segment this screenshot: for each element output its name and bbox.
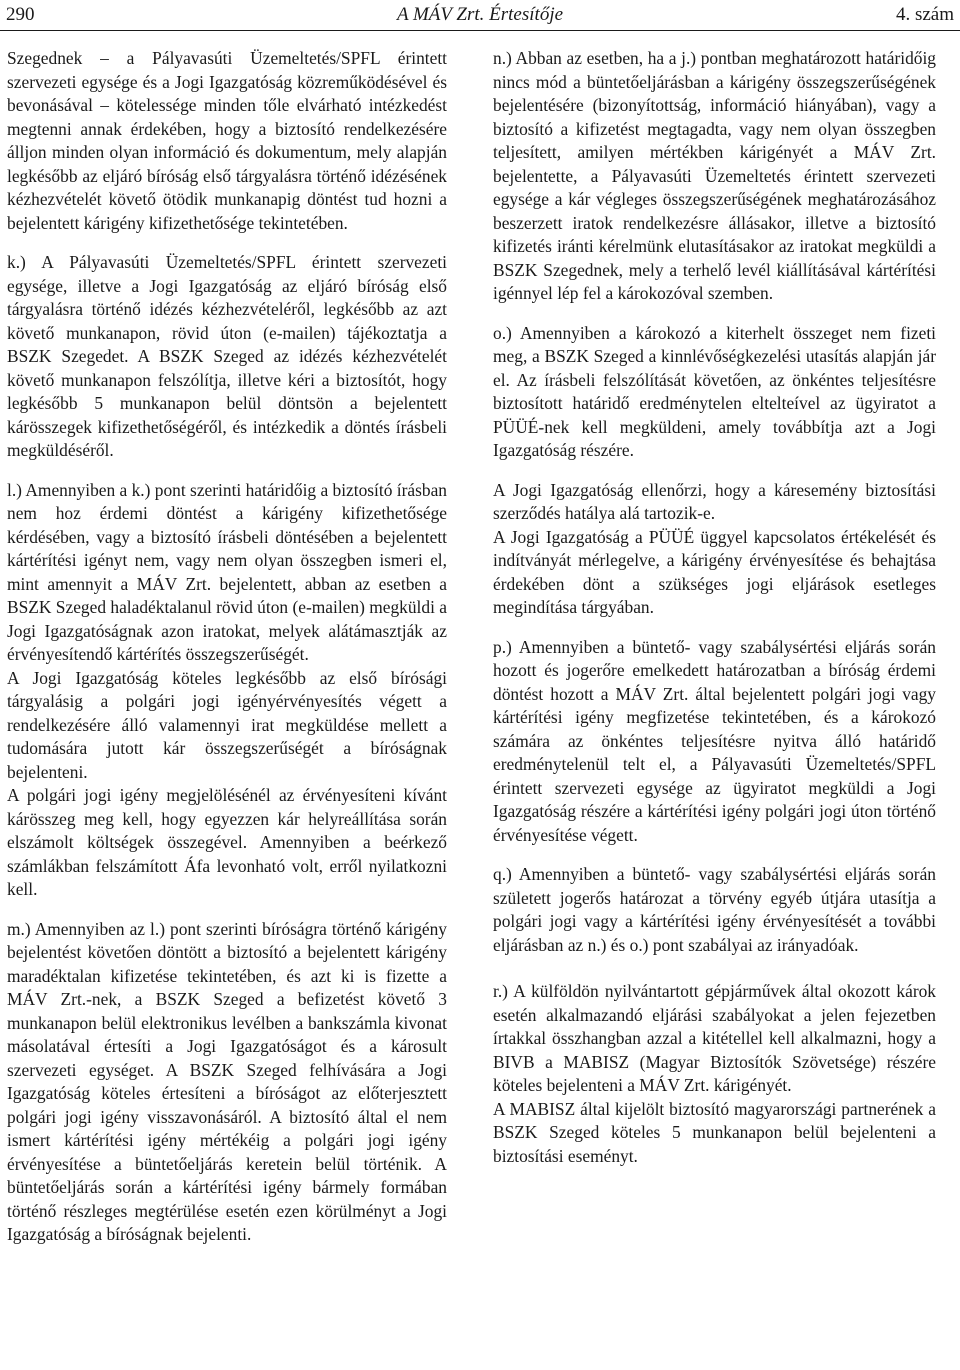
paragraph: A polgári jogi igény megjelölésénél az érvényesíteni kívánt kárösszeg meg kell, hogy egyezzen kár helyreállítása során elszámolt költségek összegével. Amennyiben a beérkező számlákban felszámított Áfa levonható volt, erről nyilatkozni kell. <box>7 785 447 899</box>
paragraph-l: l.) Amennyiben a k.) pont szerinti határidőig a biztosító írásban nem hoz érdemi döntést a kárigény kifizethetősége kérdésében, vagy a biztosító írásbeli döntésében a bejelentett kártérítési igényt nem, vagy nem olyan összegben ismeri el, mint amennyit a MÁV Zrt. bejelentett, abban az esetben a BSZK Szeged haladéktalanul rövid úton (e-mailen) megküldi a Jogi Igazgatóságnak azon iratokat, melyek alátámasztják az érvényesítendő kártérítés összegszerűségét. <box>7 479 447 664</box>
paragraph: A Jogi Igazgatóság a PÜÜÉ üggyel kapcsolatos értékelését és indítványát mérlegelve, a kárigény érvényesítése és behajtása érdekében dönt a szükséges jogi eljárások esetleges megindítása tárgyában. <box>493 526 936 617</box>
paragraph: A MABISZ által kijelölt biztosító magyarországi partnerének a BSZK Szeged köteles 5 munkanapon belül bejelenteni a biztosítási eseményt. <box>493 1098 936 1166</box>
issue-number: 4. szám <box>895 4 954 25</box>
paragraph: A Jogi Igazgatóság ellenőrzi, hogy a káresemény biztosítási szerződés hatálya alá tartozik-e. <box>493 479 936 523</box>
paragraph-m: m.) Amennyiben az l.) pont szerinti bíróságra történő kárigény bejelentést követően döntött a biztosító a bejelentett kárigény maradéktalan kifizetése tekintetében, és azt ki is fizette a MÁV Zrt.-nek, a BSZK Szeged a befizetést követő 3 munkanapon belül elektronikus levélben a bankszámla kivonat másolatával értesíti a Jogi Igazgatóságot és a károsult szervezeti egységet. A BSZK Szeged felhívására a Jogi Igazgatóság köteles értesíteni a bíróságot az előterjesztett polgári jogi igény visszavonásáról. A biztosító által el nem ismert kártérítési igény mértékéig a polgári jogi igény érvényesítése a büntetőeljárás keretein belül történik. A büntetőeljárás során a kártérítési igény bármely formában történő részleges megtérülése esetén ezen körülményt a Jogi Igazgatóság a bíróságnak bejelenti. <box>7 918 447 1244</box>
right-column <box>493 47 936 1168</box>
paragraph-r: r.) A külföldön nyilvántartott gépjárművek által okozott károk esetén alkalmazandó eljárási szabályokat a jelen fejezetben írtakkal összhangban azzal a kitétellel kell alkalmazni, hogy a BIVB a MABISZ (Magyar Biztosítók Szövetsége) részére köteles bejelenteni a MÁV Zrt. kárigényét. <box>493 981 936 1095</box>
page-number: 290 <box>6 4 35 25</box>
paragraph-p: p.) Amennyiben a büntető- vagy szabálysértési eljárás során hozott és jogerőre emelkedett határozatban a bíróság érdemi döntést hozott a MÁV Zrt. által bejelentett polgári jogi vagy kártérítési igény megfizetése tekintetében, és a károkozó számára az önkéntes teljesítésre nyitva álló határidő eredménytelenül telt el, a Pályavasúti Üzemeltetés/SPFL érintett szervezeti egysége az ügyiratot megküldi a Jogi Igazgatóság részére a kártérítési igény polgári jogi úton történő érvényesítése végett. <box>493 636 936 845</box>
paragraph: Szegednek – a Pályavasúti Üzemeltetés/SPFL érintett szervezeti egysége és a Jogi Igazgatóság közreműködésével és bevonásával – kötelessége minden tőle elvárható intézkedést megtenni annak érdekében, hogy a biztosító rendelkezésére álljon minden olyan információ és dokumentum, mely alapján legkésőbb az eljáró bíróság első tárgyalásra történő idézésének kézhezvételét követő ötödik munkanapig döntést tud hozni a bejelentett kárigény kifizethetősége tekintetében. <box>7 48 447 233</box>
page-header <box>6 2 954 28</box>
header-divider <box>0 30 960 31</box>
paragraph-k: k.) A Pályavasúti Üzemeltetés/SPFL érintett szervezeti egysége, illetve a Jogi Igazgatóság az eljáró bíróság első tárgyalásra történő idézés kézhezvételéről, legkésőbb az azt követő munkanapon, rövid úton (e-mailen) tájékoztatja a BSZK Szegedet. A BSZK Szeged az idézés kézhezvételét követő munkanapon felszólítja, illetve kéri a biztosítót, hogy legkésőbb 5 munkanapon belül döntsön a bejelentett kárösszegek kifizethetőségéről, és intézkedik a döntés írásbeli megküldéséről. <box>7 252 447 460</box>
journal-title: A MÁV Zrt. Értesítője <box>396 4 564 25</box>
left-column <box>7 47 447 1247</box>
paragraph-o: o.) Amennyiben a károkozó a kiterhelt összeget nem fizeti meg, a BSZK Szeged a kinnlévőségkezelési utasítás alapján jár el. Az írásbeli felszólítását követően, az önkéntes teljesítésre biztosított határidő eredménytelen eltelteível az ügyiratot a PÜÜÉ-nek kell megküldeni, amely továbbítja azt a Jogi Igazgatóság részére. <box>493 322 936 460</box>
paragraph-q: q.) Amennyiben a büntető- vagy szabálysértési eljárás során született jogerős határozat a törvény egyéb útjára utasítja a polgári jogi vagy a kártérítési igény érvényesítését a további eljárásban az n.) és o.) pont szabályai az irányadóak. <box>493 864 936 955</box>
paragraph-n: n.) Abban az esetben, ha a j.) pontban meghatározott határidőig nincs mód a büntetőeljárásban a kárigény összegszerűségének bejelentésére (bizonyítottság, információ hiányában), vagy a biztosító a kifizetést megtagadta, vagy nem olyan összegben teljesített, amilyen mértékben kárigényét a MÁV Zrt. bejelentette, a Pályavasúti Üzemeltetés érintett szervezeti egysége a kár végleges összegszerűségének meghatározásához beszerzett iratok rendelkezésre állásakor, illetve a biztosító kifizetés iránti kérelmünk elutasításakor az iratokat megküldi a BSZK Szegednek, mely a terhelő levél kiállításával kártérítési igénnyel lép fel a károkozóval szemben. <box>493 48 936 303</box>
paragraph: A Jogi Igazgatóság köteles legkésőbb az első bírósági tárgyalásig a polgári jogi igényérvényesítés végett a rendelkezésére álló valamennyi irat megküldése mellett a tudomására jutott kár összegszerűségét a bíróságnak bejelenteni. <box>7 667 447 782</box>
